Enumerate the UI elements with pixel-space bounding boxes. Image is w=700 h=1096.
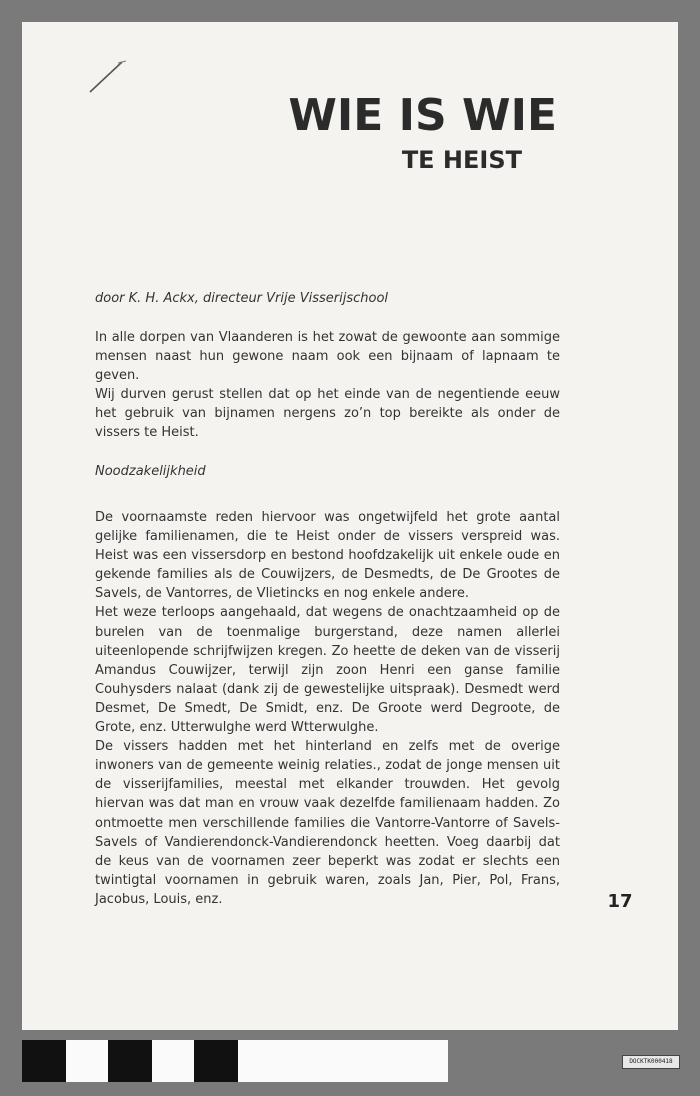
section-heading: Noodzakelijkheid <box>95 464 206 479</box>
body-paragraph: Het weze terloops aangehaald, dat wegens de onachtzaamheid op de burelen van de toenmalige burgerstand, deze namen allerlei uiteenlopende schrijfwijzen kregen. Zo heette de deken van de visserij Amandus Couwijzer, terwijl zijn zoon Henri een ganse familie Couhysders nalaat (dank zij de gewestelijke uitspraak). Desmedt werd Desmet, De Smedt, De Smidt, enz. De Groote werd Degroote, de Grote, enz. Utterwulghe werd Wtterwulghe. <box>95 605 560 736</box>
calibration-black-block <box>108 1040 152 1082</box>
article-title: WIE IS WIE <box>288 90 557 141</box>
calibration-white-block <box>152 1040 194 1082</box>
page-number: 17 <box>607 891 633 912</box>
calibration-black-block <box>194 1040 238 1082</box>
scan-id-label: DOCKTK000418 <box>622 1055 680 1069</box>
body-text <box>95 508 560 909</box>
calibration-white-block <box>238 1040 448 1082</box>
byline: door K. H. Ackx, directeur Vrije Visserijschool <box>95 291 389 306</box>
intro-text <box>95 328 560 443</box>
body-paragraph: De voornaamste reden hiervoor was ongetwijfeld het grote aantal gelijke familienamen, die te Heist onder de vissers verspreid was. Heist was een vissersdorp en bestond hoofdzakelijk uit enkele oude en gekende families als de Couwijzers, de Desmedts, de De Grootes de Savels, de Vantorres, de Vlietincks en nog enkele andere. <box>95 510 560 602</box>
intro-paragraph: Wij durven gerust stellen dat op het einde van de negentiende eeuw het gebruik van bijnamen nergens zo’n top bereikte als onder de vissers te Heist. <box>95 387 560 441</box>
calibration-white-block <box>66 1040 108 1082</box>
body-paragraph: De vissers hadden met het hinterland en zelfs met de overige inwoners van de gemeente weinig relaties., zodat de jonge mensen uit de visserijfamilies, meestal met elkander trouwden. Het gevolg hiervan was dat man en vrouw vaak dezelfde familienaam hadden. Zo ontmoette men verschillende families die Vantorre-Vantorre of Savels-Savels of Vandierendonck-Vandierendonck heetten. Voeg daarbij dat de keus van de voornamen zeer beperkt was zodat er slechts een twintigtal voornamen in gebruik waren, zoals Jan, Pier, Pol, Frans, Jacobus, Louis, enz. <box>95 739 560 907</box>
article-subtitle: TE HEIST <box>401 146 522 174</box>
calibration-black-block <box>22 1040 66 1082</box>
intro-paragraph: In alle dorpen van Vlaanderen is het zowat de gewoonte aan sommige mensen naast hun gewone naam ook een bijnaam of lapnaam te geven. <box>95 330 560 384</box>
scan-calibration-bar <box>22 1040 448 1082</box>
